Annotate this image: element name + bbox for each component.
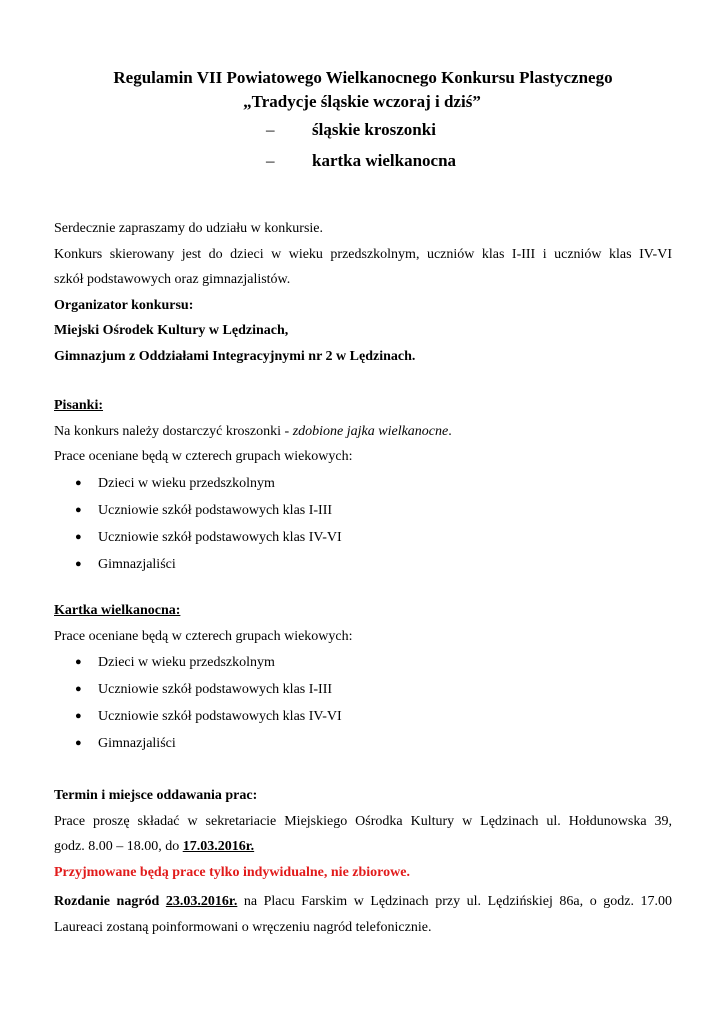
nagrody-label: Rozdanie nagród	[54, 894, 160, 909]
kartka-section	[54, 598, 672, 757]
intro-audience-line2: szkół podstawowych oraz gimnazjalistów.	[54, 272, 291, 287]
list-item-text: Gimnazjaliści	[98, 736, 176, 751]
bullet-icon: ●	[75, 503, 82, 516]
list-item	[54, 470, 672, 497]
list-item-text: Uczniowie szkół podstawowych klas I-III	[98, 682, 333, 697]
bullet-icon: ●	[75, 656, 82, 668]
termin-notice: Przyjmowane będą prace tylko indywidualne, nie zbiorowe.	[54, 864, 410, 880]
bullet-icon: ●	[75, 710, 82, 722]
list-item	[54, 497, 672, 524]
title-item-kartka	[0, 145, 724, 176]
document-subtitle: „Tradycje śląskie wczoraj i dziś”	[243, 92, 481, 111]
dash-bullet: –	[266, 151, 275, 170]
title-block	[0, 66, 724, 176]
organizer-heading: Organizator konkursu:	[54, 297, 194, 313]
pisanki-heading: Pisanki:	[54, 398, 104, 413]
pisanki-section	[54, 393, 672, 578]
intro-audience-line1: Konkurs skierowany jest do dzieci w wieku przedszkolnym, uczniów klas I-III i uczniów klas IV-VI	[54, 246, 672, 262]
bullet-icon: ●	[75, 476, 82, 489]
list-item-text: Uczniowie szkół podstawowych klas IV-VI	[98, 709, 342, 724]
list-item	[54, 703, 672, 730]
termin-heading: Termin i miejsce oddawania prac:	[54, 788, 258, 803]
pisanki-desc-prefix: Na konkurs należy dostarczyć kroszonki -	[54, 423, 293, 439]
bullet-icon: ●	[75, 530, 82, 543]
bullet-icon: ●	[75, 737, 82, 749]
list-item	[54, 676, 672, 703]
termin-hours: godz. 8.00 – 18.00, do	[54, 839, 183, 854]
termin-deadline: 17.03.2016r.	[182, 839, 255, 854]
nagrody-date: 23.03.2016r.	[165, 894, 238, 909]
organizer-name-1: Miejski Ośrodek Kultury w Lędzinach,	[54, 323, 289, 338]
nagrody-line1	[54, 889, 672, 915]
list-item-text: Gimnazjaliści	[98, 556, 176, 572]
list-item	[54, 524, 672, 551]
pisanki-desc-italic: zdobione jajka wielkanocne	[292, 423, 449, 439]
list-item	[54, 730, 672, 757]
termin-line1: Prace proszę składać w sekretariacie Miejskiego Ośrodka Kultury w Lędzinach ul. Hołdunowska 39,	[54, 813, 672, 829]
kartka-groups-intro: Prace oceniane będą w czterech grupach wiekowych:	[54, 628, 353, 644]
kartka-heading: Kartka wielkanocna:	[54, 603, 181, 618]
termin-line2	[54, 834, 672, 860]
list-item-text: Dzieci w wieku przedszkolnym	[98, 475, 275, 491]
intro-invitation: Serdecznie zapraszamy do udziału w konkursie.	[54, 221, 324, 236]
bullet-icon: ●	[75, 557, 82, 570]
title-item-label: śląskie kroszonki	[312, 120, 436, 139]
pisanki-groups-intro: Prace oceniane będą w czterech grupach wiekowych:	[54, 449, 353, 464]
nagrody-section	[54, 889, 672, 940]
list-item-text: Uczniowie szkół podstawowych klas I-III	[98, 502, 333, 518]
dash-bullet: –	[266, 120, 275, 139]
termin-section	[54, 783, 672, 885]
pisanki-description	[54, 419, 672, 445]
list-item	[54, 649, 672, 676]
nagrody-line2: Laureaci zostaną poinformowani o wręczeniu nagród telefonicznie.	[54, 919, 432, 935]
nagrody-place: na Placu Farskim w Lędzinach przy ul. Lędzińskiej 86a, o godz. 17.00	[237, 894, 672, 909]
document-title: Regulamin VII Powiatowego Wielkanocnego Konkursu Plastycznego	[113, 68, 613, 87]
list-item-text: Uczniowie szkół podstawowych klas IV-VI	[98, 529, 342, 545]
intro-section	[54, 216, 672, 369]
organizer-name-2: Gimnazjum z Oddziałami Integracyjnymi nr 2 w Lędzinach.	[54, 348, 416, 364]
list-item	[54, 551, 672, 578]
title-item-kroszonki	[0, 114, 724, 145]
list-item-text: Dzieci w wieku przedszkolnym	[98, 655, 275, 670]
title-item-label: kartka wielkanocna	[312, 151, 457, 170]
bullet-icon: ●	[75, 683, 82, 695]
pisanki-desc-suffix: .	[448, 423, 452, 439]
